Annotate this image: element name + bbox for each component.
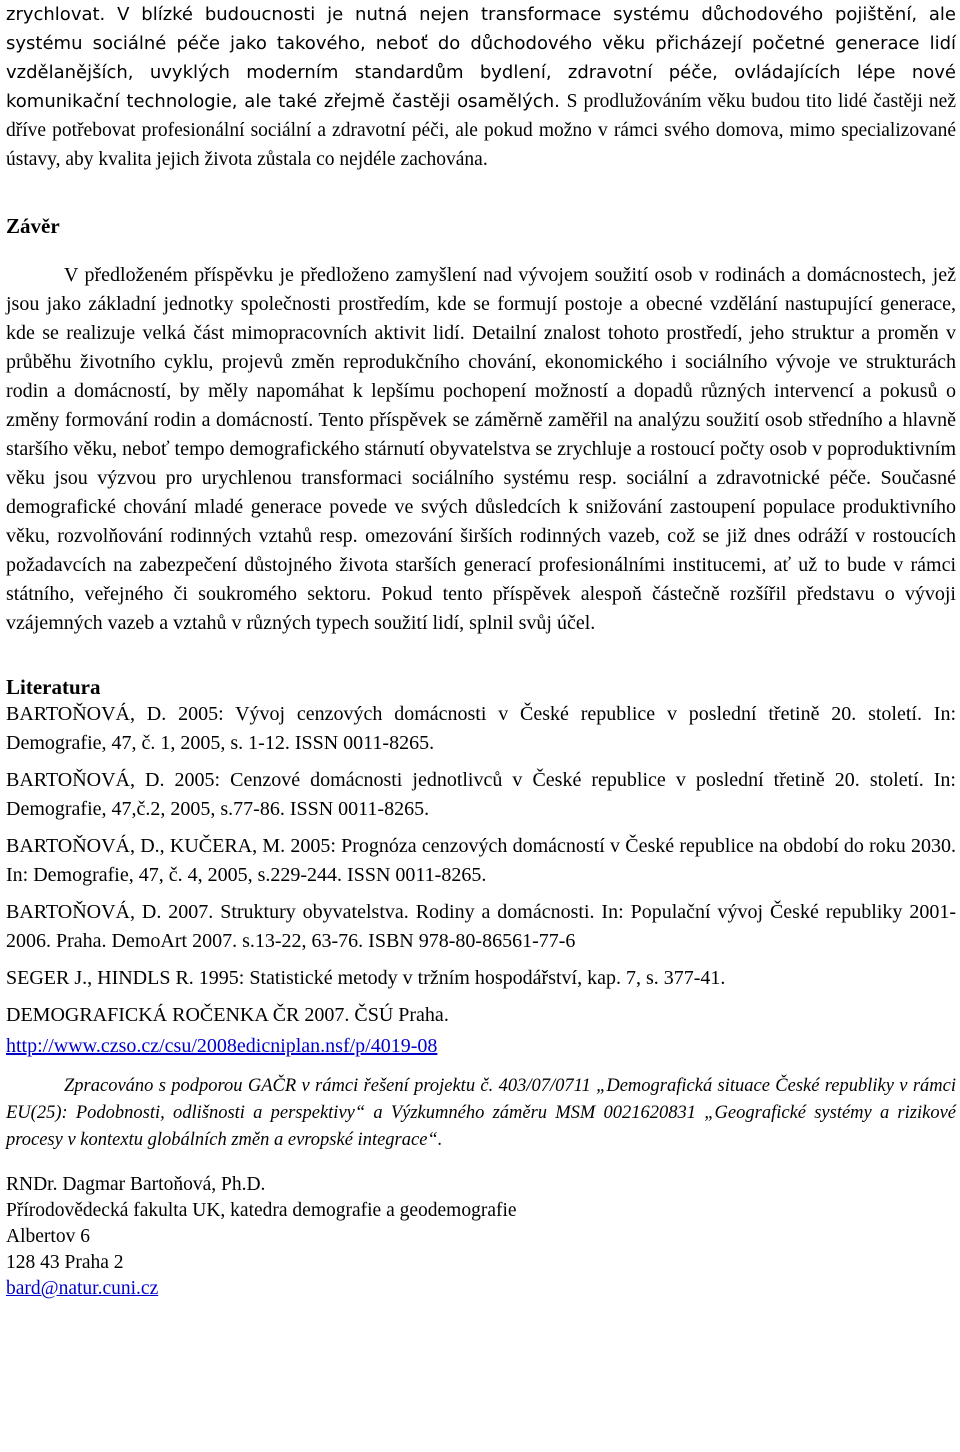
reference-link[interactable]: http://www.czso.cz/csu/2008edicniplan.nsf/p/4019-08 xyxy=(6,1035,438,1057)
author-name: RNDr. Dagmar Bartoňová, Ph.D. xyxy=(6,1174,266,1195)
author-institution: Přírodovědecká fakulta UK, katedra demografie a geodemografie xyxy=(6,1200,517,1221)
author-city: 128 43 Praha 2 xyxy=(6,1252,124,1273)
reference-item: BARTOŇOVÁ, D. 2005: Vývoj cenzových domácnosti v České republice v poslední třetině 20. století. In: Demografie, 47, č. 1, 2005, s. 1-12. ISSN 0011-8265. xyxy=(6,703,956,754)
intro-paragraph xyxy=(6,0,956,174)
document-page xyxy=(6,0,956,1302)
conclusion-paragraph: V předloženém příspěvku je předloženo zamyšlení nad vývojem soužití osob v rodinách a domácnostech, jež jsou jako základní jednotky společnosti prostředím, kde se formují postoje a obecné vzdělání nastupující generace, kde se realizuje velká část mimopracovních aktivit lidí. Detailní znalost tohoto prostředí, jeho struktur a proměn v průběhu životního cyklu, projevů změn reprodukčního chování, ekonomického i sociálního vývoje ve strukturách rodin a domácností, by měly napomáhat k lepšímu pochopení možností a dopadů různých intervencí a pokusů o změny formování rodin a domácností. Tento příspěvek se záměrně zaměřil na analýzu soužití osob středního a hlavně staršího věku, neboť tempo demografického stárnutí obyvatelstva se zrychluje a rostoucí počty osob v poproduktivním věku jsou výzvou pro urychlenou transformaci sociálního systému resp. sociální a zdravotnické péče. Současné demografické chování mladé generace povede ve svých důsledcích k snižování zastoupení populace produktivního věku, rozvolňování rodinných vztahů resp. omezování širších rodinných vazeb, což se již dnes odráží v rostoucích požadavcích na zabezpečení důstojného života starších generací profesionálními institucemi, ať už to bude v rámci státního, veřejného či soukromého sektoru. Pokud tento příspěvek alespoň částečně rozšířil představu o vývoji vzájemných vazeb a vztahů v různých typech soužití lidí, splnil svůj účel. xyxy=(6,264,956,634)
author-address xyxy=(6,1172,956,1302)
literature-heading: Literatura xyxy=(6,675,101,699)
acknowledgement-note: Zpracováno s podporou GAČR v rámci řešení projektu č. 403/07/0711 „Demografická situace České republiky v rámci EU(25): Podobnosti, odlišnosti a perspektivy“ a Výzkumného záměru MSM 0021620831 „Geografické systémy a rizikové procesy v kontextu globálních změn a evropské integrace“. xyxy=(6,1076,956,1150)
reference-link-item xyxy=(6,1032,956,1061)
reference-item: BARTOŇOVÁ, D. 2007. Struktury obyvatelstva. Rodiny a domácnosti. In: Populační vývoj České republiky 2001-2006. Praha. DemoArt 2007. s.13-22, 63-76. ISBN 978-80-86561-77-6 xyxy=(6,901,956,952)
conclusion-heading: Závěr xyxy=(6,214,60,238)
reference-item: DEMOGRAFICKÁ ROČENKA ČR 2007. ČSÚ Praha. xyxy=(6,1004,449,1026)
author-email-link[interactable]: bard@natur.cuni.cz xyxy=(6,1278,159,1299)
reference-list xyxy=(6,700,956,1061)
author-street: Albertov 6 xyxy=(6,1226,90,1247)
reference-item: BARTOŇOVÁ, D., KUČERA, M. 2005: Prognóza cenzových domácností v České republice na období do roku 2030. In: Demografie, 47, č. 4, 2005, s.229-244. ISSN 0011-8265. xyxy=(6,835,956,886)
reference-item: SEGER J., HINDLS R. 1995: Statistické metody v tržním hospodářství, kap. 7, s. 377-41. xyxy=(6,967,726,989)
intro-sans-text: zrychlovat. V blízké budoucnosti je nutná nejen transformace systému důchodového pojištění, ale systému sociálné péče jako takového, neboť do důchodového věku přicházejí početné generace lidí vzdělanějších, uvyklých moderním standardům bydlení, zdravotní péče, ovládajících lépe nové komunikační technologie, ale také zřejmě častěji osamělých. xyxy=(6,4,956,112)
intro-serif-text: S prodlužováním věku budou tito lidé častěji než dříve potřebovat profesionální sociální a zdravotní péči, ale pokud možno v rámci svého domova, mimo specializované ústavy, aby kvalita jejich života zůstala co nejdéle zachována. xyxy=(6,91,956,170)
reference-item: BARTOŇOVÁ, D. 2005: Cenzové domácnosti jednotlivců v České republice v poslední třetině 20. století. In: Demografie, 47,č.2, 2005, s.77-86. ISSN 0011-8265. xyxy=(6,769,956,820)
